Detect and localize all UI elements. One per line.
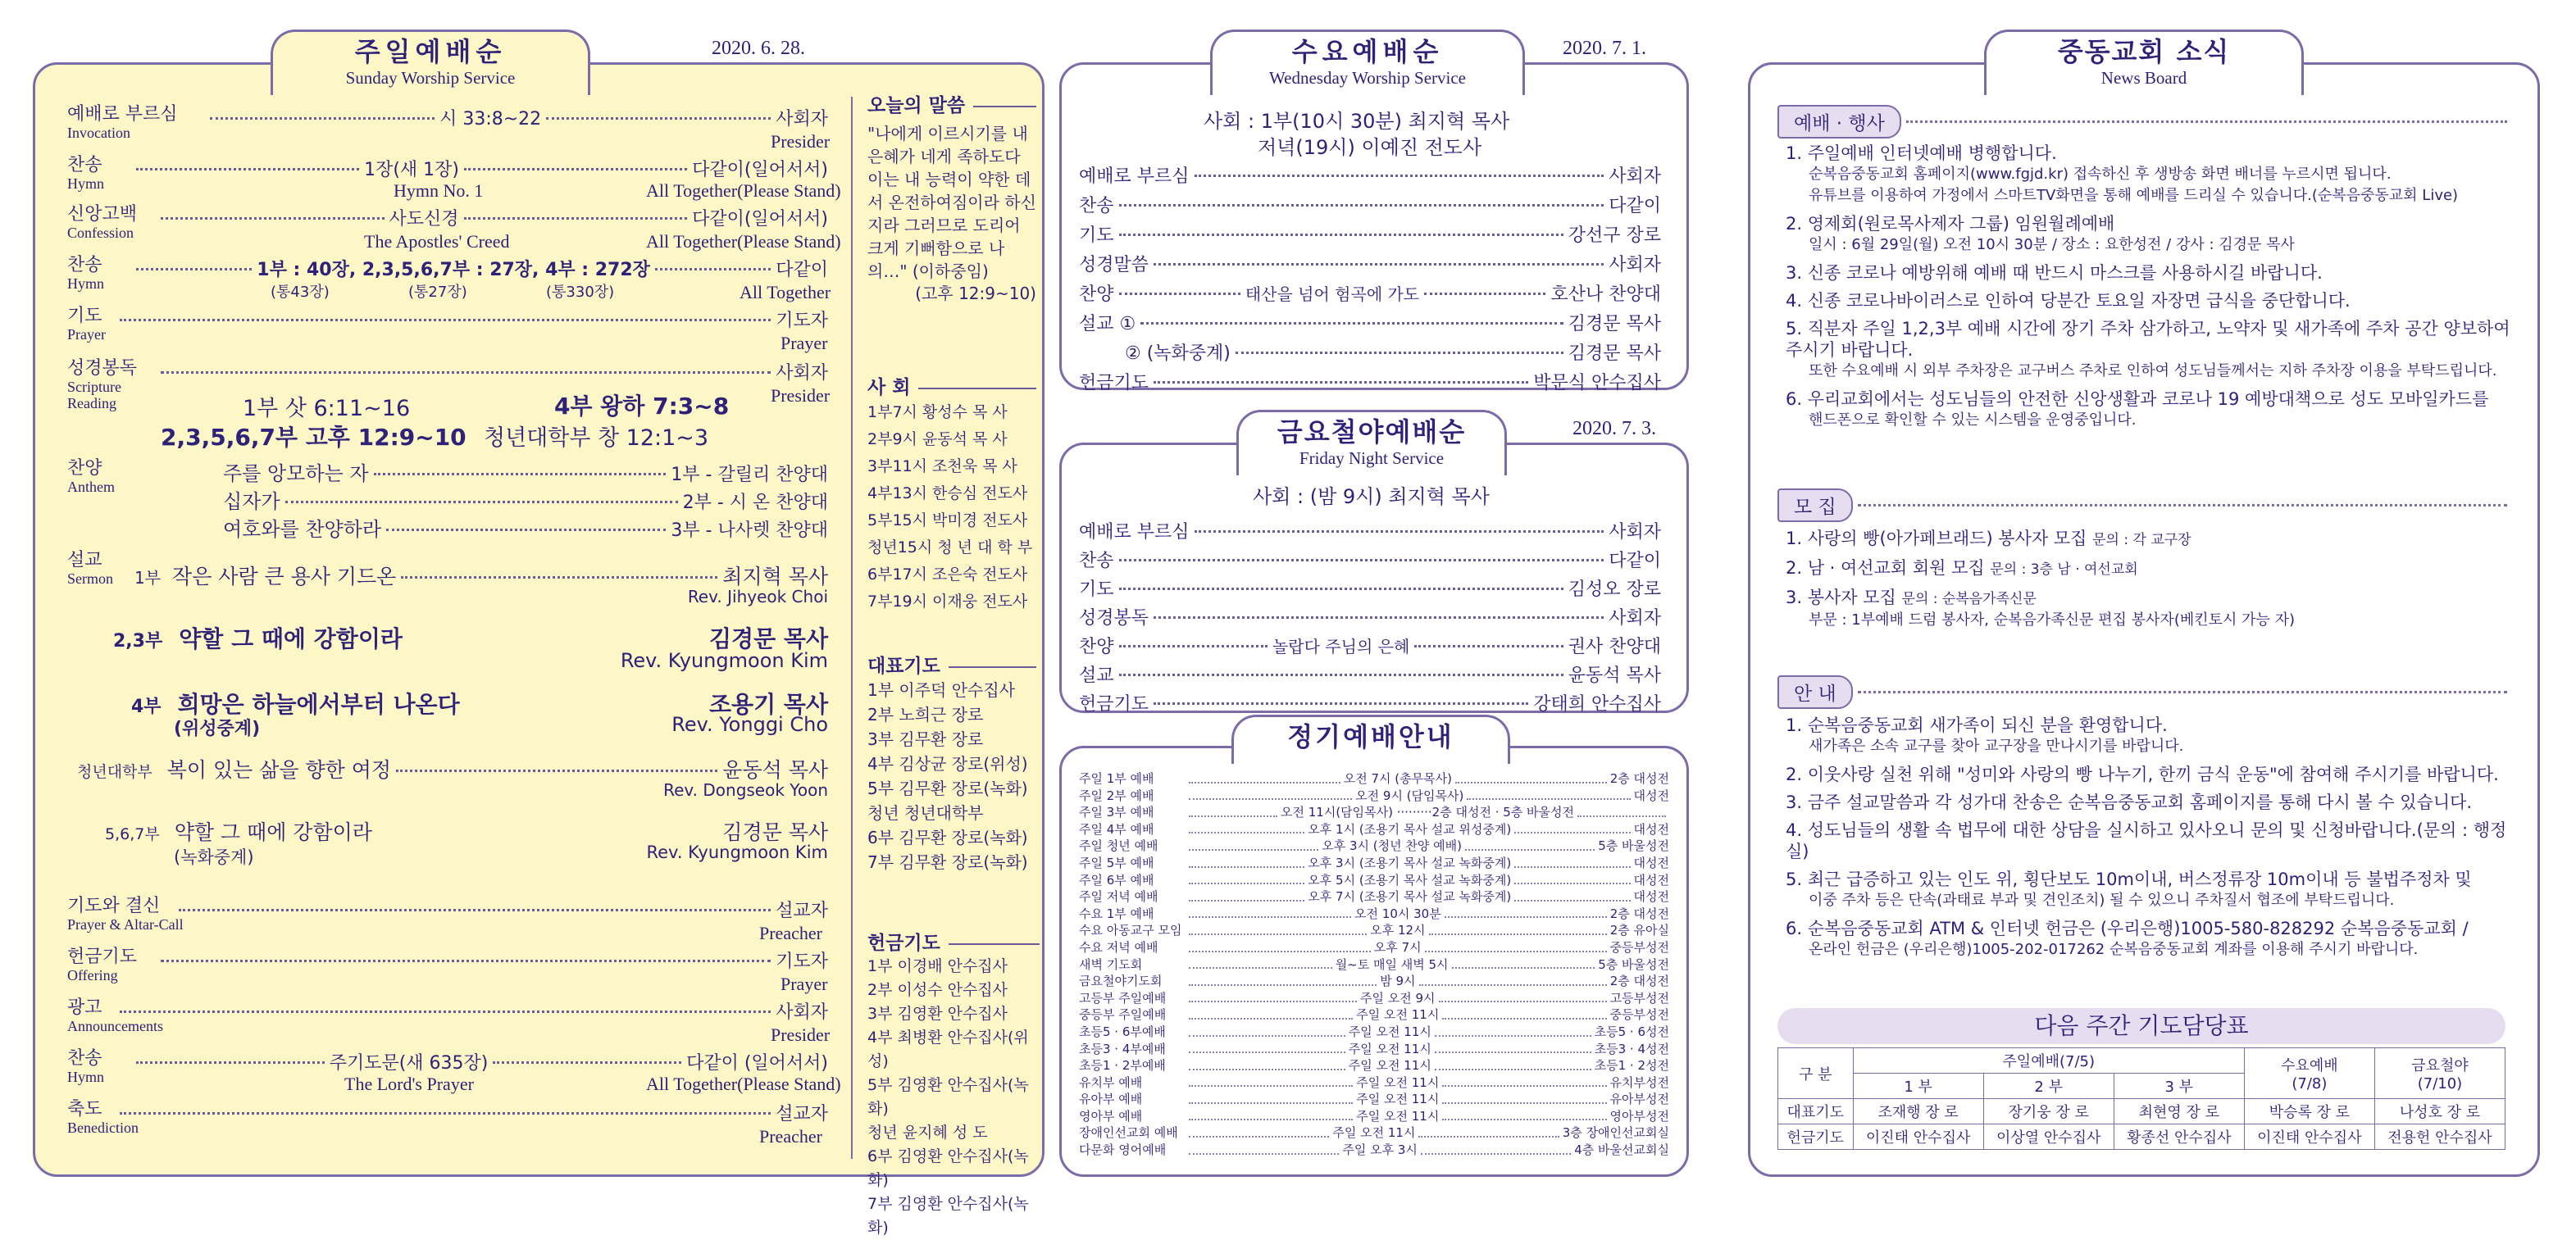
wed-row: 기도 강선구 장로 xyxy=(1079,225,1661,246)
sermon-row-1: 1부 작은 사람 큰 용사 기드온 최지혁 목사 xyxy=(134,565,828,588)
offering-prayer-list xyxy=(867,933,1040,1240)
worship-news-item: 4. 신종 코로나바이러스로 인하여 당분간 토요일 자장면 급식을 중단합니다. xyxy=(1786,291,2351,311)
rep-item: 2부 노희근 장로 xyxy=(867,705,984,724)
schedule-row: 장애인선교회 예배 주일 오전 11시 3층 장애인선교회실 xyxy=(1079,1124,1669,1142)
sermon-sub-3: (위성중계) xyxy=(174,719,261,739)
friday-host: 사회 : (밤 9시) 최지혁 목사 xyxy=(1253,485,1490,508)
offering-row: 기도자 xyxy=(156,947,828,973)
scripture-b: 4부 왕하 7:3~8 xyxy=(554,393,730,420)
off-item: 4부 최병환 안수집사(위성) xyxy=(867,1029,1029,1070)
hymn2-label: 찬송 Hymn xyxy=(67,255,104,292)
wed-row: 설교 ① 김경문 목사 xyxy=(1079,314,1661,334)
scripture-d: 청년대학부 창 12:1~3 xyxy=(484,425,709,451)
scripture-label: 성경봉독 Scripture Reading xyxy=(67,358,138,411)
bene-label: 축도 Benediction xyxy=(67,1099,139,1136)
scripture-right-en: Presider xyxy=(771,385,831,406)
schedule-row: 수요 1부 예배 오전 10시 30분 2층 대성전 xyxy=(1079,906,1669,923)
table-head: 주일예배(7/5) xyxy=(1853,1048,2244,1074)
sunday-tab xyxy=(271,30,590,95)
creed-right-en: All Together(Please Stand) xyxy=(646,231,841,252)
regular-tab xyxy=(1231,715,1510,764)
news-recruit-list xyxy=(1786,528,2524,638)
table-head: 3 부 xyxy=(2114,1074,2244,1099)
off-title: 헌금기도 xyxy=(867,933,1040,955)
off-item: 청년 윤지혜 성 도 xyxy=(867,1124,988,1142)
creed-mid-en: The Apostles' Creed xyxy=(364,231,510,252)
fri-row: 예배로 부르심 사회자 xyxy=(1079,522,1661,543)
section-guide: 안 내 xyxy=(1777,675,2507,709)
host-item: 2부9시 윤동석 목 사 xyxy=(867,430,1008,448)
anthem-row-3: 여호와를 찬양하라 3부 - 나사렛 찬양대 xyxy=(223,518,828,541)
schedule-row: 고등부 주일예배 주일 오전 9시 고등부성전 xyxy=(1079,990,1669,1007)
sunday-subtitle: Sunday Worship Service xyxy=(345,68,516,88)
host-item: 1부7시 황성수 목 사 xyxy=(867,403,1008,421)
fri-row: 찬양 놀랍다 주님의 은혜 권사 찬양대 xyxy=(1079,637,1661,657)
off-item: 2부 이성수 안수집사 xyxy=(867,981,1008,999)
guide-news-item: 1. 순복음중동교회 새가족이 되신 분을 환영합니다. 새가족은 소속 교구를 찾아 교구장을 만나시기를 바랍니다. xyxy=(1786,715,2184,755)
friday-tab xyxy=(1236,410,1507,475)
hymn1-row: 1장(새 1장) 다같이(일어서서) xyxy=(131,156,828,181)
wednesday-tab xyxy=(1210,30,1525,95)
wednesday-host2: 저녁(19시) 이예진 전도사 xyxy=(1258,136,1482,159)
sunday-date: 2020. 6. 28. xyxy=(712,38,805,59)
hymn2-sub1: (통43장) xyxy=(271,284,330,301)
friday-subtitle: Friday Night Service xyxy=(1299,448,1445,468)
sermon-sub-5: (녹화중계) xyxy=(174,847,254,867)
anthem-label: 찬양 Anthem xyxy=(67,458,115,495)
host-item: 6부17시 조은숙 전도사 xyxy=(867,565,1028,584)
table-row: 대표기도 조재행 장 로 장기웅 장 로 최현영 장 로 박승록 장 로 나성호 장 로 xyxy=(1778,1099,2505,1124)
scripture-a: 1부 삿 6:11~16 xyxy=(243,396,411,421)
table-head: 2 부 xyxy=(1983,1074,2114,1099)
news-title: 중동교회 소식 xyxy=(2057,36,2231,67)
bene-row: 설교자 xyxy=(115,1100,828,1125)
host-item: 3부11시 조천욱 목 사 xyxy=(867,457,1017,475)
invocation-right-en: Presider xyxy=(771,131,831,152)
host-item: 7부19시 이재웅 전도사 xyxy=(867,593,1028,611)
prayer-duty-table xyxy=(1777,1047,2505,1150)
off-item: 5부 김영환 안수집사(녹화) xyxy=(867,1076,1029,1118)
friday-title: 금요철야예배순 xyxy=(1277,416,1467,447)
wed-row: 찬송 다같이 xyxy=(1079,196,1661,216)
altar-label: 기도와 결신 Prayer & Altar-Call xyxy=(67,896,184,933)
rep-item: 3부 김무환 장로 xyxy=(867,729,984,749)
schedule-row: 유치부 예배 주일 오전 11시 유치부성전 xyxy=(1079,1074,1669,1092)
scripture-row: 사회자 xyxy=(156,359,828,384)
schedule-row: 영아부 예배 주일 오전 11시 영아부성전 xyxy=(1079,1108,1669,1125)
offering-label: 헌금기도 Offering xyxy=(67,947,138,983)
host-list xyxy=(867,377,1036,615)
anthem-row-2: 십자가 2부 - 시 온 찬양대 xyxy=(223,490,828,513)
schedule-row: 수요 아동교구 모임 오후 12시 2층 유아실 xyxy=(1079,922,1669,939)
schedule-row: 주일 4부 예배 오후 1시 (조용기 목사 설교 위성중계) 대성전 xyxy=(1079,821,1669,838)
section-worship: 예배 · 행사 xyxy=(1777,105,2507,139)
fri-row: 설교 윤동석 목사 xyxy=(1079,665,1661,686)
off-item: 7부 김영환 안수집사(녹화) xyxy=(867,1195,1029,1237)
sermon-en-4: Rev. Dongseok Yoon xyxy=(663,780,828,800)
announce-right-en: Presider xyxy=(771,1024,831,1045)
creed-row: 사도신경 다같이(일어서서) xyxy=(156,205,828,230)
hymn3-mid-en: The Lord's Prayer xyxy=(344,1074,474,1094)
wednesday-subtitle: Wednesday Worship Service xyxy=(1268,68,1466,88)
worship-news-item: 2. 영제회(원로목사제자 그룹) 임원월례예배 일시 : 6월 29일(월) 오전 10시 30분 / 장소 : 요한성전 / 강사 : 김경문 목사 xyxy=(1786,214,2295,253)
sermon-en-2: Rev. Kyungmoon Kim xyxy=(620,649,828,672)
schedule-row: 주일 6부 예배 오후 5시 (조용기 목사 설교 녹화중계) 대성전 xyxy=(1079,872,1669,889)
friday-order xyxy=(1079,518,1661,719)
sermon-row-2: 2,3부 약할 그 때에 강함이라 김경문 목사 xyxy=(113,625,828,652)
host-item: 청년15시 청 년 대 학 부 xyxy=(867,538,1033,556)
off-item: 3부 김영환 안수집사 xyxy=(867,1005,1008,1023)
guide-news-item: 2. 이웃사랑 실천 위해 "성미와 사랑의 빵 나누기, 한끼 금식 운동"에 참여해 주시기를 바랍니다. xyxy=(1786,765,2499,784)
rep-title: 대표기도 xyxy=(867,656,1036,678)
regular-title: 정기예배안내 xyxy=(1287,721,1454,752)
today-word-title: 오늘의 말씀 xyxy=(867,95,1036,117)
hymn1-mid-en: Hymn No. 1 xyxy=(394,180,484,201)
prayer-row: 기도자 xyxy=(115,307,828,332)
rep-prayer-list xyxy=(867,656,1036,874)
hymn1-right-en: All Together(Please Stand) xyxy=(646,180,841,201)
guide-news-item: 5. 최근 급증하고 있는 인도 위, 횡단보도 10m이내, 버스정류장 10m이내 등 불법주정차 및 이중 주차 등은 단속(과태료 부과 및 견인조치) 될 수 있으니 주차질서 협조에 부탁드립니다. xyxy=(1786,870,2472,909)
sunday-sidebar-divider xyxy=(851,97,853,1159)
scripture-c: 2,3,5,6,7부 고후 12:9~10 xyxy=(161,424,467,451)
hymn2-row: 1부 : 40장, 2,3,5,6,7부 : 27장, 4부 : 272장 다같이 xyxy=(131,256,828,281)
anthem-row-1: 주를 앙모하는 자 1부 - 갈릴리 찬양대 xyxy=(223,462,828,485)
wed-row: 성경말씀 사회자 xyxy=(1079,255,1661,275)
recruit-item: 1. 사랑의 빵(아가페브래드) 봉사자 모집 문의 : 각 교구장 xyxy=(1786,529,2191,548)
regular-schedule xyxy=(1079,770,1669,1159)
rep-item: 6부 김무환 장로(녹화) xyxy=(867,828,1028,847)
announce-label: 광고 Announcements xyxy=(67,997,163,1034)
schedule-row: 금요철야기도회 밤 9시 2층 대성전 xyxy=(1079,973,1669,990)
hymn2-sub3: (통330장) xyxy=(546,284,615,301)
wednesday-date: 2020. 7. 1. xyxy=(1563,38,1646,59)
table-head: 1 부 xyxy=(1853,1074,1983,1099)
worship-news-item: 5. 직분자 주일 1,2,3부 예배 시간에 장기 주차 삼가하고, 노약자 및 새가족에 주차 공간 양보하여 주시기 바랍니다. 또한 수요예배 시 외부 주차장은 교구버스 주차로 인하여 성도님들께서는 지하 주차장 이용을 부탁드립니다. xyxy=(1786,319,2510,379)
table-head: 구 분 xyxy=(1778,1048,1854,1099)
sermon-en-5: Rev. Kyungmoon Kim xyxy=(646,843,828,862)
wednesday-host1: 사회 : 1부(10시 30분) 최지혁 목사 xyxy=(1204,110,1510,133)
schedule-row: 수요 저녁 예배 오후 7시 중등부성전 xyxy=(1079,939,1669,956)
altar-row: 설교자 xyxy=(174,897,828,922)
fri-row: 찬송 다같이 xyxy=(1079,551,1661,571)
guide-news-item: 4. 성도님들의 생활 속 법무에 대한 상담을 실시하고 있사오니 문의 및 신청바랍니다.(문의 : 행정실) xyxy=(1786,820,2507,861)
hymn2-right-en: All Together xyxy=(740,282,831,302)
announce-row: 사회자 xyxy=(115,998,828,1024)
schedule-row: 주일 2부 예배 오전 9시 (담임목사) 대성전 xyxy=(1079,788,1669,805)
wednesday-title: 수요예배순 xyxy=(1291,36,1444,67)
recruit-item: 2. 남 · 여선교회 회원 모집 문의 : 3층 남 · 여선교회 xyxy=(1786,558,2138,578)
sermon-label: 설교 Sermon xyxy=(67,550,113,587)
wed-row: 예배로 부르심 사회자 xyxy=(1079,166,1661,187)
sermon-en-1: Rev. Jihyeok Choi xyxy=(687,587,828,606)
host-item: 5부15시 박미경 전도사 xyxy=(867,511,1028,529)
schedule-row: 주일 5부 예배 오후 3시 (조용기 목사 설교 녹화중계) 대성전 xyxy=(1079,855,1669,872)
sermon-row-4: 청년대학부 복이 있는 삶을 향한 여정 윤동석 목사 xyxy=(77,758,828,782)
invocation-row: 시 33:8~22 사회자 xyxy=(205,105,828,130)
schedule-row: 주일 저녁 예배 오후 7시 (조용기 목사 설교 녹화중계) 대성전 xyxy=(1079,888,1669,906)
schedule-row: 초등5 · 6부예배 주일 오전 11시 초등5 · 6성전 xyxy=(1079,1024,1669,1041)
schedule-row: 초등1 · 2부예배 주일 오전 11시 초등1 · 2성전 xyxy=(1079,1057,1669,1074)
offering-right-en: Prayer xyxy=(781,974,828,994)
wed-row: ② (녹화중계) 김경문 목사 xyxy=(1125,343,1661,364)
schedule-row: 다문화 영어예배 주일 오후 3시 4층 바울선교회실 xyxy=(1079,1142,1669,1159)
rep-item: 7부 김무환 장로(녹화) xyxy=(867,852,1028,872)
section-recruit: 모 집 xyxy=(1777,488,2507,522)
news-worship-list xyxy=(1786,143,2524,438)
host-title: 사 회 xyxy=(867,377,1036,399)
fri-row: 기도 김성오 장로 xyxy=(1079,579,1661,600)
bene-right-en: Preacher xyxy=(759,1126,822,1147)
schedule-row: 주일 3부 예배 오전 11시(담임목사) ·········2층 대성전 · 5층 바울성전 xyxy=(1079,804,1669,821)
news-subtitle: News Board xyxy=(2100,68,2187,88)
hymn1-label: 찬송 Hymn xyxy=(67,155,104,192)
hymn3-label: 찬송 Hymn xyxy=(67,1048,104,1085)
table-head: 금요철야 (7/10) xyxy=(2374,1048,2505,1099)
schedule-row: 유아부 예배 주일 오전 11시 유아부성전 xyxy=(1079,1091,1669,1108)
host-item: 4부13시 한승심 전도사 xyxy=(867,484,1028,502)
hymn3-right-en: All Together(Please Stand) xyxy=(646,1074,841,1094)
schedule-row: 주일 청년 예배 오후 3시 (청년 찬양 예배) 5층 바울성전 xyxy=(1079,838,1669,855)
news-tab xyxy=(1984,30,2304,95)
sermon-row-5: 5,6,7부 약할 그 때에 강함이라 김경문 목사 xyxy=(105,820,828,844)
schedule-row: 중등부 주일예배 주일 오전 11시 중등부성전 xyxy=(1079,1006,1669,1024)
prayer-label: 기도 Prayer xyxy=(67,306,106,343)
recruit-item: 3. 봉사자 모집 문의 : 순복음가족신문 부문 : 1부예배 드럼 봉사자, 순복음가족신문 편집 봉사자(베킨토시 가능 자) xyxy=(1786,588,2296,629)
schedule-row: 초등3 · 4부예배 주일 오전 11시 초등3 · 4성전 xyxy=(1079,1041,1669,1058)
off-item: 6부 김영환 안수집사(녹화) xyxy=(867,1147,1029,1189)
table-head: 수요예배 (7/8) xyxy=(2244,1048,2374,1099)
schedule-row: 주일 1부 예배 오전 7시 (총무목사) 2층 대성전 xyxy=(1079,770,1669,788)
sunday-title: 주일예배순 xyxy=(354,36,507,67)
wed-row: 찬양 태산을 넘어 험곡에 가도 호산나 찬양대 xyxy=(1079,284,1661,305)
wed-row: 헌금기도 박문식 안수집사 xyxy=(1079,373,1661,393)
table-row: 헌금기도 이진태 안수집사 이상열 안수집사 황종선 안수집사 이진태 안수집사 전용헌 안수집사 xyxy=(1778,1124,2505,1150)
schedule-row: 새벽 기도회 월~토 매일 새벽 5시 5층 바울성전 xyxy=(1079,956,1669,974)
rep-item: 4부 김상균 장로(위성) xyxy=(867,754,1028,774)
today-word-text: "나에게 이르시기를 내 은혜가 네게 족하도다 이는 내 능력이 약한 데서 온전하여짐이라 하신지라 그러므로 도리어 크게 기뻐함으로 나의…" (이하중임) xyxy=(867,124,1036,281)
worship-news-item: 1. 주일예배 인터넷예배 병행합니다. 순복음중동교회 홈페이지(www.fgjd.kr) 접속하신 후 생방송 화면 배너를 누르시면 됩니다. 유튜브를 이용하여 가정에서 스마트TV화면을 통해 예배를 드리실 수 있습니다.(순복음중동교회 Live) xyxy=(1786,143,2459,204)
today-word xyxy=(867,95,1036,305)
sermon-en-3: Rev. Yonggi Cho xyxy=(671,713,828,736)
hymn2-sub2: (통27장) xyxy=(408,284,467,301)
fri-row: 헌금기도 강태희 안수집사 xyxy=(1079,694,1661,715)
fri-row: 성경봉독 사회자 xyxy=(1079,608,1661,629)
prayer-right-en: Prayer xyxy=(781,333,828,353)
today-word-ref: (고후 12:9~10) xyxy=(915,284,1036,303)
hymn3-row: 주기도문(새 635장) 다같이 (일어서서) xyxy=(131,1049,828,1074)
rep-item: 청년 청년대학부 xyxy=(867,803,984,823)
worship-news-item: 3. 신종 코로나 예방위해 예배 때 반드시 마스크를 사용하시길 바랍니다. xyxy=(1786,263,2323,283)
rep-item: 1부 이주덕 안수집사 xyxy=(867,680,1015,700)
rep-item: 5부 김무환 장로(녹화) xyxy=(867,779,1028,798)
news-guide-list xyxy=(1786,715,2524,967)
wednesday-order xyxy=(1079,162,1661,398)
off-item: 1부 이경배 안수집사 xyxy=(867,957,1008,975)
creed-label: 신앙고백 Confession xyxy=(67,204,138,241)
invocation-label: 예배로 부르심 Invocation xyxy=(67,104,178,141)
guide-news-item: 3. 금주 설교말씀과 각 성가대 찬송은 순복음중동교회 홈페이지를 통해 다시 볼 수 있습니다. xyxy=(1786,793,2473,812)
sermon-row-3: 4부 희망은 하늘에서부터 나온다 조용기 목사 xyxy=(131,691,828,718)
worship-news-item: 6. 우리교회에서는 성도님들의 안전한 신앙생활과 코로나 19 예방대책으로 성도 모바일카드를 핸드폰으로 확인할 수 있는 시스템을 운영중입니다. xyxy=(1786,389,2489,429)
friday-date: 2020. 7. 3. xyxy=(1572,418,1656,439)
prayer-table-title: 다음 주간 기도담당표 xyxy=(1777,1008,2505,1044)
guide-news-item: 6. 순복음중동교회 ATM & 인터넷 헌금은 (우리은행)1005-580-828292 순복음중동교회 / 온라인 헌금은 (우리은행)1005-202-017262 순복음중동교회 계좌를 이용해 주시기 바랍니다. xyxy=(1786,919,2469,958)
altar-right-en: Preacher xyxy=(759,923,822,943)
